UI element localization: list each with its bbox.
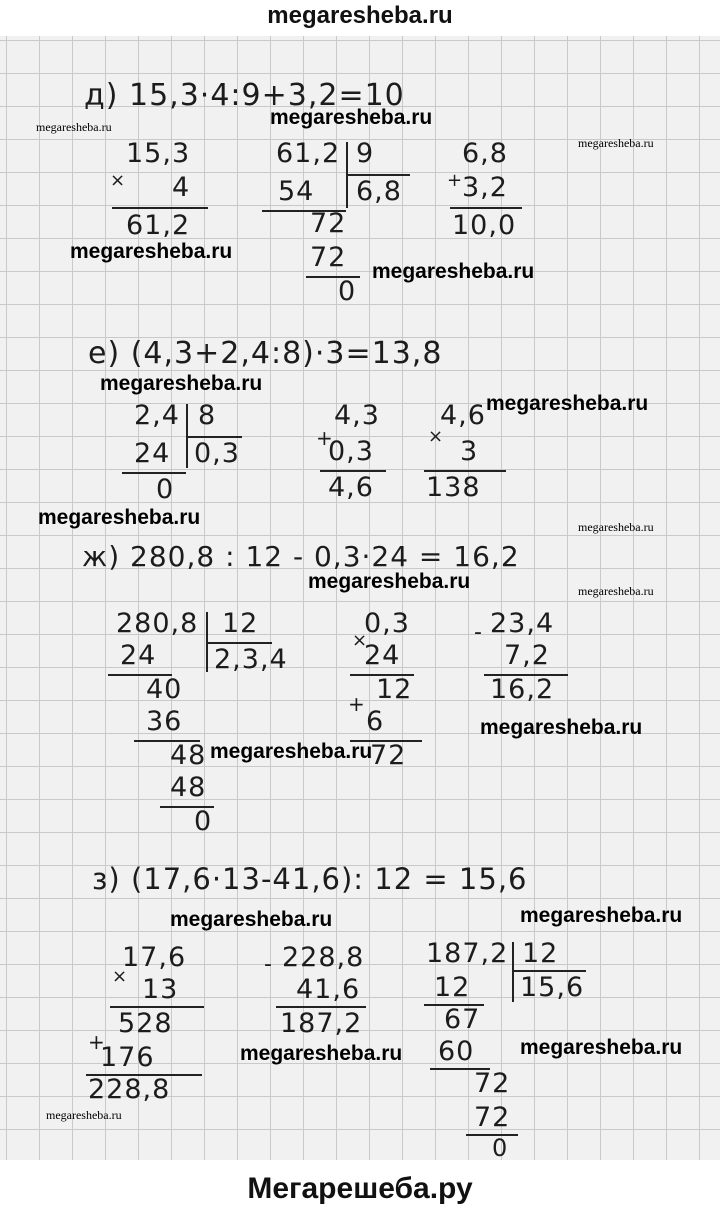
div-z-s2: 60	[438, 1036, 475, 1067]
watermark: megaresheba.ru	[520, 1036, 683, 1059]
div-e-s1: 24	[134, 438, 171, 469]
sub-zh-a: 23,4	[490, 608, 555, 639]
op-sign: ×	[428, 426, 445, 447]
div-zh-s3: 48	[170, 772, 207, 803]
div-z-r1: 67	[444, 1004, 481, 1035]
sub-z-b: 41,6	[296, 974, 361, 1005]
add-e-a: 4,3	[334, 400, 380, 431]
div-zh-dividend: 280,8	[116, 608, 199, 639]
div-z-r3: 0	[492, 1134, 509, 1162]
watermark: megaresheba.ru	[46, 1108, 122, 1122]
div-zh-s1: 24	[120, 640, 157, 671]
div-zh-s2: 36	[146, 706, 183, 737]
sub-zh-r: 16,2	[490, 674, 555, 705]
watermark: megaresheba.ru	[100, 372, 263, 395]
add-e-b: 0,3	[328, 436, 374, 467]
sub-zh-b: 7,2	[504, 640, 550, 671]
equation-e: е) (4,3+2,4:8)·3=13,8	[88, 336, 443, 371]
mult-d-r: 61,2	[126, 210, 191, 241]
add-e-r: 4,6	[328, 472, 374, 503]
div-d-r1: 72	[310, 208, 347, 239]
div-d-quotient: 6,8	[356, 176, 402, 207]
div-zh-quotient: 2,3,4	[214, 644, 288, 675]
div-zh-r2: 48	[170, 740, 207, 771]
div-zh-r3: 0	[194, 806, 213, 837]
mult-zh-p2: 6	[366, 706, 385, 737]
sub-z-r: 187,2	[280, 1008, 363, 1039]
watermark: megaresheba.ru	[578, 520, 654, 534]
line	[122, 472, 186, 474]
op-sign: -	[474, 620, 483, 645]
mult-zh-p1: 12	[376, 674, 413, 705]
mult-z-p1: 528	[118, 1008, 173, 1039]
div-d-s2: 72	[310, 242, 347, 273]
div-e-quotient: 0,3	[194, 438, 240, 469]
op-sign: ×	[352, 630, 369, 651]
watermark: megaresheba.ru	[578, 136, 654, 150]
div-z-quotient: 15,6	[520, 972, 585, 1003]
mult-d-b: 4	[172, 172, 191, 203]
mult-zh-r: 72	[370, 740, 407, 771]
equation-d: д) 15,3·4:9+3,2=10	[84, 78, 405, 113]
add-d-b: 3,2	[462, 172, 508, 203]
watermark: megaresheba.ru	[170, 908, 333, 931]
watermark: megaresheba.ru	[210, 740, 373, 763]
mult-e-a: 4,6	[440, 400, 486, 431]
add-d-r: 10,0	[452, 210, 517, 241]
div-z-dividend: 187,2	[426, 938, 509, 969]
mult-z-b: 13	[142, 974, 179, 1005]
equation-zh: ж) 280,8 : 12 - 0,3·24 = 16,2	[82, 540, 520, 573]
watermark: megaresheba.ru	[270, 106, 433, 129]
mult-zh-a: 0,3	[364, 608, 410, 639]
line	[512, 942, 514, 1002]
div-zh-r1: 40	[146, 674, 183, 705]
div-d-s1: 54	[278, 176, 315, 207]
line	[450, 207, 522, 209]
watermark: megaresheba.ru	[480, 716, 643, 739]
div-zh-divisor: 12	[222, 608, 259, 639]
watermark: megaresheba.ru	[372, 260, 535, 283]
op-sign: +	[447, 170, 464, 191]
watermark: megaresheba.ru	[38, 506, 201, 529]
div-d-divisor: 9	[356, 138, 375, 169]
sub-z-a: 228,8	[282, 942, 365, 973]
div-d-r2: 0	[338, 276, 357, 307]
op-sign: +	[316, 426, 334, 450]
op-sign: +	[88, 1030, 106, 1054]
watermark: megaresheba.ru	[36, 120, 112, 134]
div-z-divisor: 12	[522, 938, 559, 969]
watermark: megaresheba.ru	[240, 1042, 403, 1065]
op-sign: ×	[110, 170, 127, 191]
mult-d-a: 15,3	[126, 138, 191, 169]
div-e-divisor: 8	[198, 400, 217, 431]
op-sign: -	[264, 952, 273, 977]
op-sign: +	[348, 692, 366, 716]
mult-z-r: 228,8	[88, 1074, 171, 1105]
site-footer: Мегарешеба.ру	[247, 1172, 473, 1205]
mult-z-a: 17,6	[122, 942, 187, 973]
mult-e-r: 138	[426, 472, 481, 503]
div-e-r1: 0	[156, 474, 175, 505]
op-sign: ×	[112, 966, 129, 987]
div-d-dividend: 61,2	[276, 138, 341, 169]
mult-z-p2: 176	[100, 1042, 155, 1073]
div-e-dividend: 2,4	[134, 400, 180, 431]
div-z-r2: 72	[474, 1068, 511, 1099]
watermark: megaresheba.ru	[486, 392, 649, 415]
site-header: megaresheba.ru	[267, 2, 453, 29]
div-z-s1: 12	[434, 972, 471, 1003]
watermark: megaresheba.ru	[308, 570, 471, 593]
watermark: megaresheba.ru	[578, 584, 654, 598]
watermark: megaresheba.ru	[70, 240, 233, 263]
line	[112, 207, 208, 209]
mult-e-b: 3	[460, 436, 479, 467]
watermark: megaresheba.ru	[520, 904, 683, 927]
equation-z: з) (17,6·13-41,6): 12 = 15,6	[92, 862, 528, 896]
div-z-s3: 72	[474, 1102, 511, 1133]
mult-zh-b: 24	[364, 640, 401, 671]
add-d-a: 6,8	[462, 138, 508, 169]
